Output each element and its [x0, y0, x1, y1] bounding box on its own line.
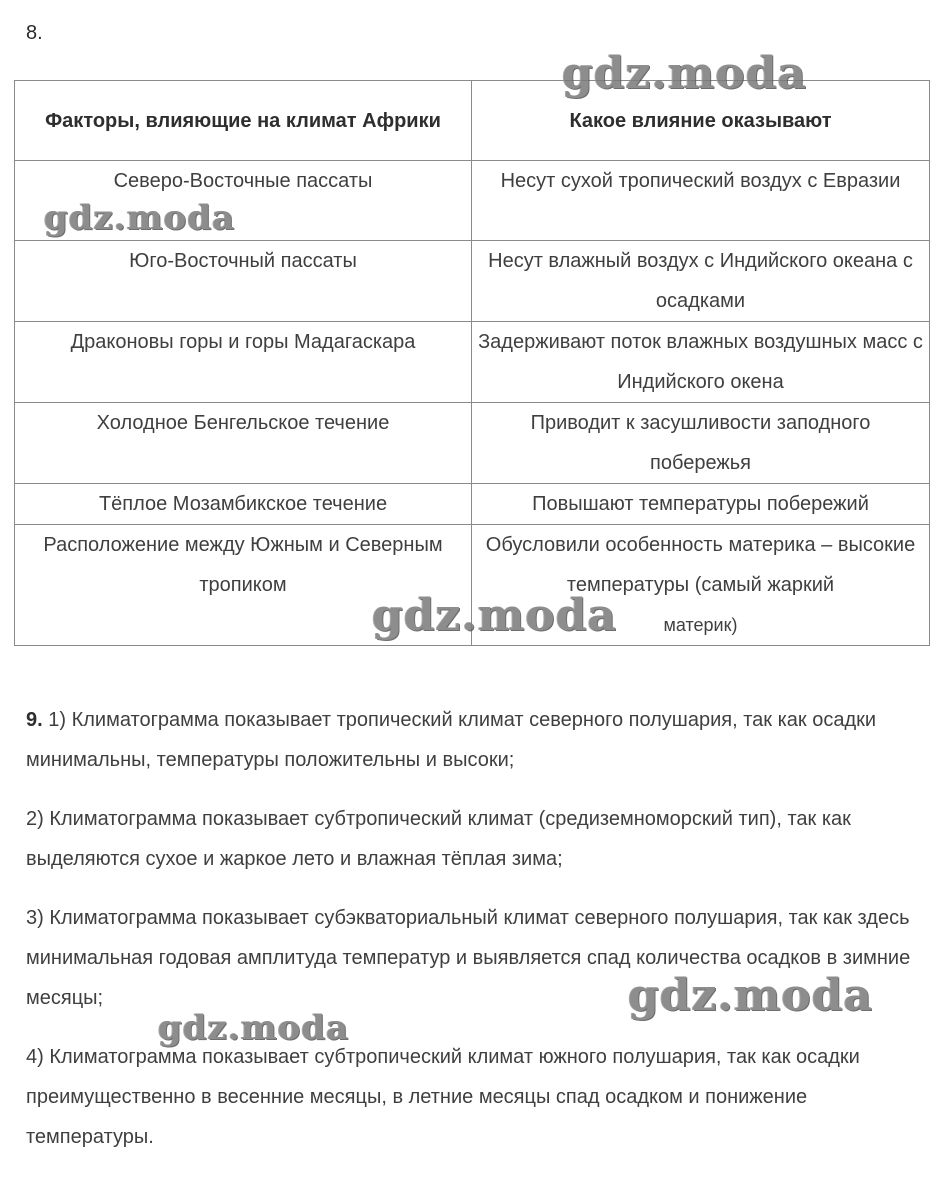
- answer-text: 1) Климатограмма показывает тропический климат северного полушария, так как осадки минимальны, температуры положительны и высоки;: [26, 709, 877, 771]
- table-row: [15, 484, 930, 525]
- answer-item: 3) Климатограмма показывает субэкваториальный климат северного полушария, так как здесь минимальная годовая амплитуда температур и выявляется спад количества осадков в зимние месяцы;: [26, 907, 911, 1009]
- task9-number: 9.: [26, 709, 43, 731]
- task9-answers: [26, 700, 921, 1176]
- factor-cell: Расположение между Южным и Северным тропиком: [15, 525, 472, 646]
- factor-cell: Тёплое Мозамбикское течение: [15, 484, 472, 525]
- watermark: gdz.moda: [372, 590, 618, 641]
- answer-item: 2) Климатограмма показывает субтропический климат (средиземноморский тип), так как выделяются сухое и жаркое лето и влажная тёплая зима;: [26, 808, 851, 870]
- factor-cell: Холодное Бенгельское течение: [15, 403, 472, 484]
- watermark: gdz.moda: [158, 1008, 350, 1048]
- factor-cell: Драконовы горы и горы Мадагаскара: [15, 322, 472, 403]
- watermark: gdz.moda: [44, 198, 236, 238]
- effect-cell: Приводит к засушливости заподного побережья: [472, 403, 930, 484]
- watermark: gdz.moda: [628, 970, 874, 1021]
- effect-cell: Задерживают поток влажных воздушных масс с Индийского окена: [472, 322, 930, 403]
- effect-cell: Несут влажный воздух с Индийского океана с осадками: [472, 241, 930, 322]
- header-effects: Какое влияние оказывают: [472, 81, 930, 161]
- answer-item: 4) Климатограмма показывает субтропический климат южного полушария, так как осадки преимущественно в весенние месяцы, в летние месяцы спад осадком и понижение температуры.: [26, 1046, 860, 1148]
- table-row: [15, 403, 930, 484]
- effect-cell: Несут сухой тропический воздух с Евразии: [472, 161, 930, 241]
- effect-text-tail: материк): [663, 615, 738, 635]
- table-row: [15, 322, 930, 403]
- watermark: gdz.moda: [562, 48, 808, 99]
- factor-cell: Юго-Восточный пассаты: [15, 241, 472, 322]
- header-factors: Факторы, влияющие на климат Африки: [15, 81, 472, 161]
- effect-text: Обусловили особенность материка – высокие температуры (самый жаркий: [485, 534, 916, 596]
- effect-cell: Повышают температуры побережий: [472, 484, 930, 525]
- climate-factors-table: [14, 80, 930, 646]
- factor-cell: Северо-Восточные пассаты: [15, 161, 472, 241]
- task8-number: 8.: [26, 22, 43, 44]
- table-row: [15, 241, 930, 322]
- answer-item: [26, 700, 921, 780]
